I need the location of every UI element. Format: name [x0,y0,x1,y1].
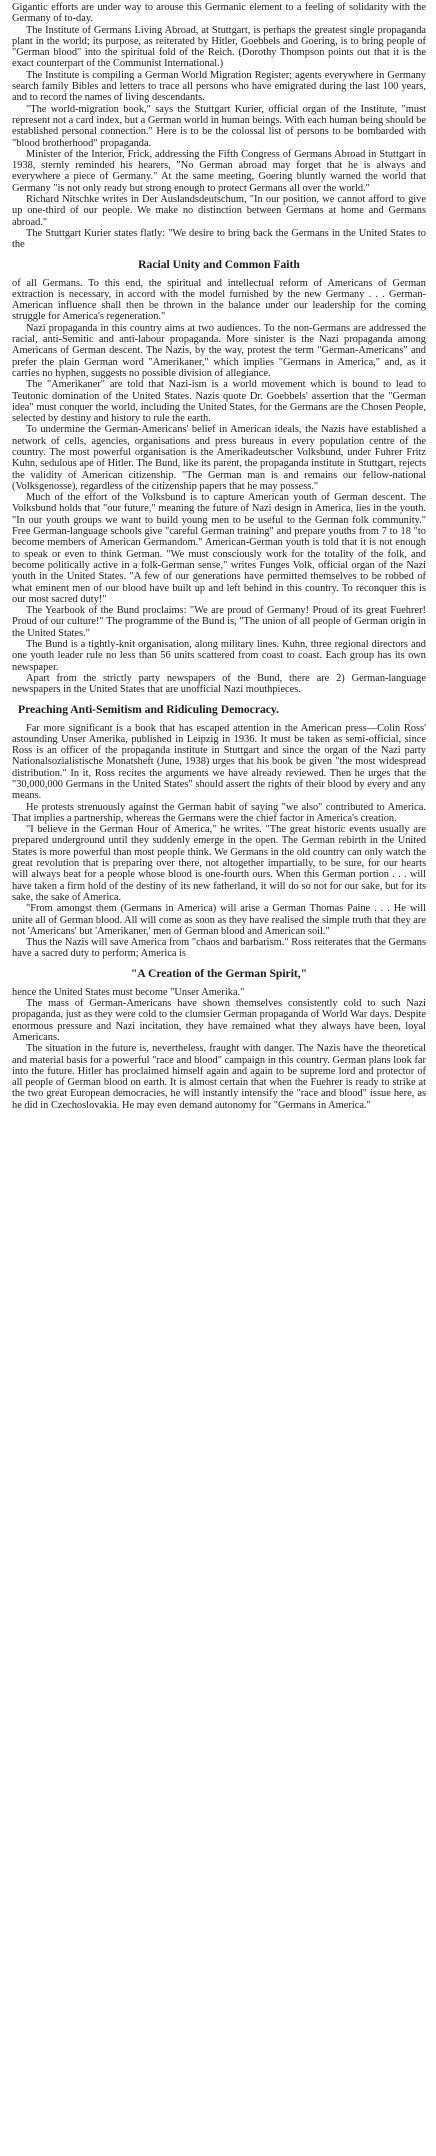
article-paragraph: Gigantic efforts are under way to arouse this Germanic element to a feeling of solidarity with the Germany of to-day. [12,2,426,25]
article-paragraph: The Institute is compiling a German World Migration Register; agents everywhere in Germany search family Bibles and letters to trace all persons who have emigrated during the last 100 years, and to record the names of living descendants. [12,69,426,104]
article-paragraph: The Bund is a tightly-knit organisation, along military lines. Kuhn, three regional directors and one youth leader rule no less than 56 units scattered from coast to coast. Each group has its own newspaper. [12,639,426,673]
article-paragraph: "I believe in the German Hour of America," he writes. "The great historic events usually are prepared underground until they suddenly emerge in the open. The German rebirth in the United States is more powerful than most people think. We Germans in the old country can only watch the great revolution that is preparing over there, not altogether impartially, to be sure, for our hearts will always beat for a people whose blood is one-fourth ours. When this German portion . . . will have taken a firm hold of the destiny of its new fatherland, it will do so not for our sake, but for its sake, the sake of America. [12,824,426,903]
article-paragraph: Minister of the Interior, Frick, addressing the Fifth Congress of Germans Abroad in Stuttgart in 1938, sternly reminded his hearers, "No German abroad may forget that he is always and everywhere a piece of Germany." At the same meeting, Goering bluntly warned the world that Germany "is not only ready but strong enough to protect Germans all over the world." [12,148,426,194]
section-heading: Racial Unity and Common Faith [138,257,300,271]
article-paragraph: Much of the effort of the Volksbund is to capture American youth of German descent. The Volksbund holds that "our future," meaning the future of Nazi design in America, lies in the youth. "In our youth groups we want to build young men to be useful to the German folk community." Free German-language schools give "careful German training" and prepare youths from 7 to 18 "to become members of American Germandom." American-German youth is told that it is not enough to speak or even to think German. "We must consciously work for the totality of the folk, and become politically active in a folk-German sense," writes Funges Volk, official organ of the Nazi youth in the United States. "A few of our generations have permitted themselves to be robbed of what eminent men of our blood have built up and left behind in this country. To reconquer this is our most sacred duty!" [12,492,426,605]
article-paragraph: Far more significant is a book that has escaped attention in the American press—Colin Ross' astounding Unser Amerika, published in Leipzig in 1936. It must be taken as semi-official, since Ross is an officer of the propaganda institute in Stuttgart and since the organ of the Nazi party Nationalsozialistische Monatsheft (June, 1938) urges that his book be given "the most widespread distribution." In it, Ross recites the arguments we have already reviewed. Then he urges that the "30,000,000 Germans in the United States" should assert the rights of their blood by every and any means. [12,722,426,802]
article-paragraph: Apart from the strictly party newspapers of the Bund, there are 2) German-language newspapers in the United States that are unofficial Nazi mouthpieces. [12,672,426,696]
article-paragraph: To undermine the German-Americans' belief in American ideals, the Nazis have established a network of cells, agencies, organisations and press bureaus in every population centre of the country. The most powerful organisation is the Amerikadeutscher Volksbund, under Fuhrer Fritz Kuhn, sedulous ape of Hitler. The Bund, like its parent, the propaganda institute in Stuttgart, rejects the validity of American citizenship. "The German man is and remains our fellow-national (Volksgenosse), regardless of the citizenship papers that he may possess." [12,424,426,492]
article-paragraph: "From amongst them (Germans in America) will arise a German Thomas Paine . . . He will unite all of German blood. All will come as soon as they have realised the simple truth that they are not 'Americans' but 'Amerikaner,' men of German blood and American soil." [12,903,426,937]
article-paragraph: The "Amerikaner" are told that Nazi-ism is a world movement which is bound to lead to Teutonic domination of the United States. Nazis quote Dr. Goebbels' assertion that the "German idea" must conquer the world, including the United States, for the Germans are the Chosen People, selected by destiny and history to rule the earth. [12,379,426,425]
section-heading: "A Creation of the German Spirit," [130,966,308,980]
article-paragraph: He protests strenuously against the German habit of saying "we also" contributed to America. That implies a partnership, whereas the Germans were the chief factor in America's creation. [12,801,426,824]
article-paragraph: of all Germans. To this end, the spiritual and intellectual reform of Americans of German extraction is necessary, in accord with the model furnished by the new Germany . . . German-American influence shall then be thrown in the balance under our leadership for the coming struggle for America's regeneration." [12,277,426,323]
article-paragraph: The mass of German-Americans have shown themselves consistently cold to such Nazi propaganda, just as they were cold to the clumsier German propaganda of World War days. Despite enormous pressure and Nazi incitation, they have remained what they always have been, loyal Americans. [12,998,426,1043]
article-paragraph: The situation in the future is, nevertheless, fraught with danger. The Nazis have the theoretical and material basis for a powerful "race and blood" campaign in this country. German plans look far into the future. Hitler has proclaimed himself again and again to be supreme lord and protector of all people of German blood on earth. It is almost certain that when the Fuehrer is ready to strike at the two great European democracies, he will instantly intensify the "race and blood" issue here, as he did in Czechoslovakia. He may even demand autonomy for "Germans in America." [12,1043,426,1111]
article-paragraph: Nazi propaganda in this country aims at two audiences. To the non-Germans are addressed the racial, anti-Semitic and anti-labour propaganda. More sinister is the Nazi propaganda among Americans of German descent. The Nazis, by the way, protest the term "German-Americans" and prefer the plain German word "Amerikaner," which implies "Germans in America," and, as it carries no hyphen, suggests no possible division of allegiance. [12,322,426,379]
article-paragraph: "The world-migration book," says the Stuttgart Kurier, official organ of the Institute, "must represent not a card index, but a German world in human beings. With each human being should be established personal connection." Here is to be the colossal list of persons to be bombarded with "blood brotherhood" propaganda. [12,103,426,149]
article-paragraph: Thus the Nazis will save America from "chaos and barbarism." Ross reiterates that the Germans have a sacred duty to perform; America is [12,937,426,960]
article-paragraph: The Stuttgart Kurier states flatly: "We desire to bring back the Germans in the United States to the [12,227,426,251]
section-heading: Preaching Anti-Semitism and Ridiculing Democracy. [18,702,279,716]
article-paragraph: hence the United States must become "Unser Amerika." [12,986,245,998]
article-paragraph: The Yearbook of the Bund proclaims: "We are proud of Germany! Proud of its great Fuehrer! Proud of our culture!" The programme of the Bund is, "The union of all people of German origin in the United States." [12,605,426,639]
article-paragraph: The Institute of Germans Living Abroad, at Stuttgart, is perhaps the greatest single propaganda plant in the world; its purpose, as reiterated by Hitler, Goebbels and Goering, is to bring people of "German blood" into the spiritual fold of the Reich. (Dorothy Thompson points out that it is the exact counterpart of the Communist International.) [12,24,426,70]
article-paragraph: Richard Nitschke writes in Der Auslandsdeutschum, "In our position, we cannot afford to give up one-third of our people. We make no distinction between Germans at home and Germans abroad." [12,194,426,228]
